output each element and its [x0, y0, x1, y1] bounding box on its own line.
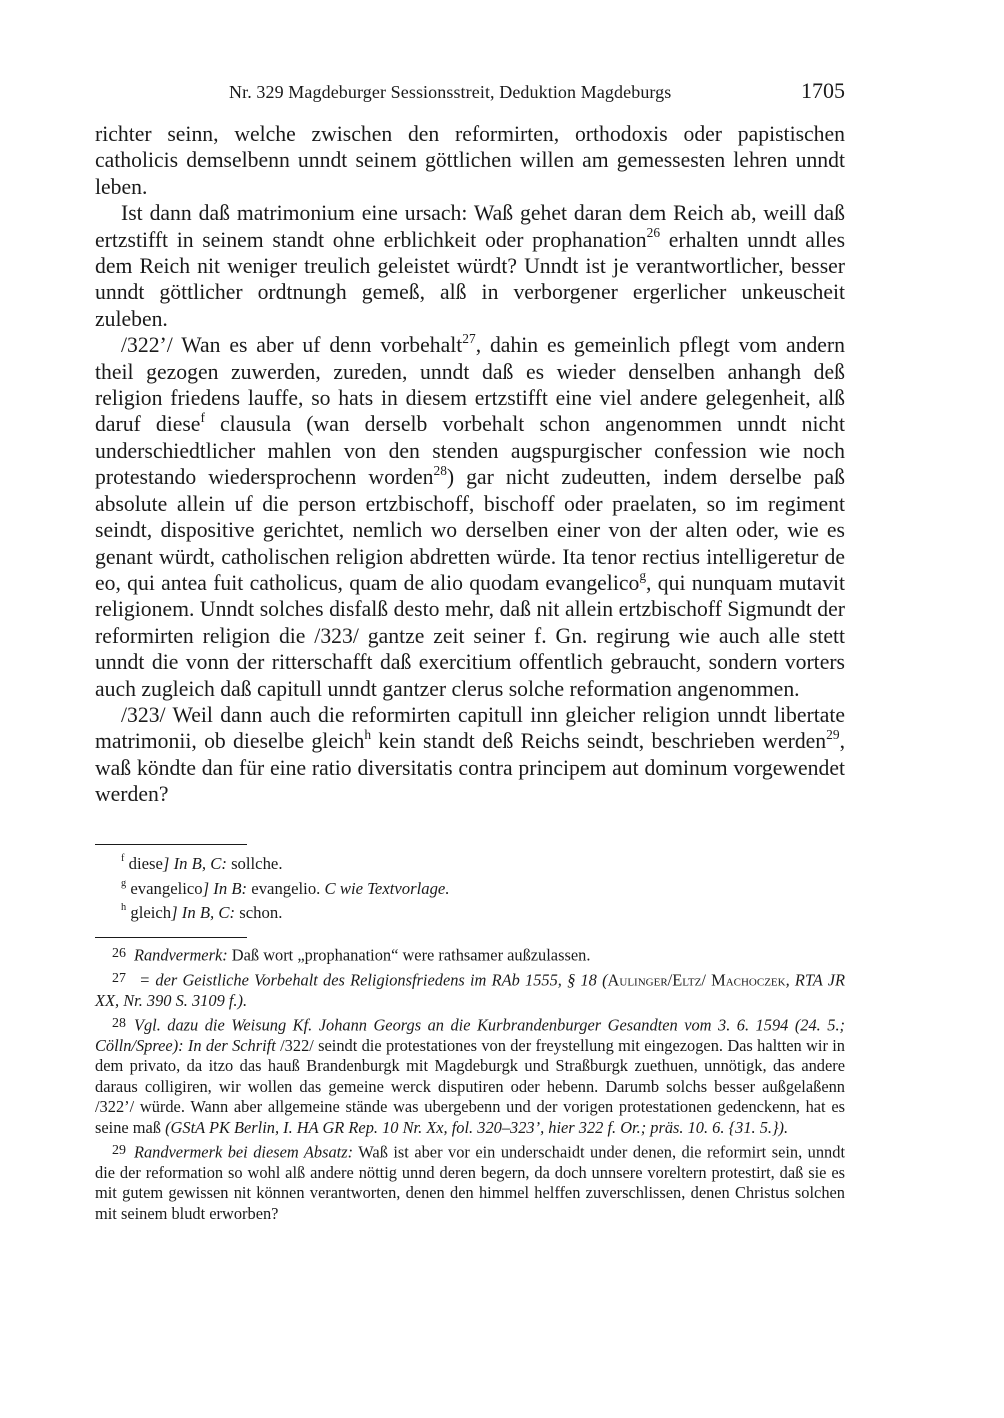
footnote-ref-28: 28	[433, 462, 447, 478]
footnote-26: 26 Randvermerk: Daß wort „prophanation“ were rathsamer außzulassen.	[112, 945, 591, 965]
paragraph-2: Ist dann daß matrimonium eine ursach: Waß gehet daran dem Reich ab, weill daß ertzstifft in seinem standt ohne erblichkeit oder prophanation$^{26}$ erhalten unndt alles dem Reich nit weniger treulich geleistet würdt? Unndt ist je verantwortlicher, besser unndt göttlicher ordtnungh gemeß, alß in verborgener ergerlicher unkeuscheit zuleben.	[95, 201, 846, 331]
footnote-28: 28 Vgl. dazu die Weisung Kf. Johann Georgs an die Kurbrandenburger Gesandten vom 3. 6. 1594 (24. 5.; Cölln/Spree): In der Schrift /322/ seindt die protestationes von der freystellung mit eingezogen. Das haltten wir in dem privato, da itzo das hauß Brandenburgk mit Magdeburgk und Straßburgk zuethuen, unnötigk, das andere daraus colligiren, wir wollen das gemeine werck disputiren oder hebenn. Darumb solchs besser außgelaßenn /322’/ würde. Wann aber allgemeine stände was ubergebenn und der vorigen protestationen gedenckenn, hat es seine maß (GStA PK Berlin, I. HA GR Rep. 10 Nr. Xx, fol. 320–323’, hier 322 f. Or.; präs. 10. 6. {31. 5.}).	[95, 1015, 845, 1137]
variant-h: $^h$ gleich] In B, C: schon.	[121, 902, 283, 922]
footnote-ref-29: 29	[826, 726, 840, 742]
paragraph-3: /322’/ Wan es aber uf denn vorbehalt$^{27}$, dahin es gemeinlich pflegt vom andern theil gezogen zuwerden, zureden, unndt daß es wieder denselben anhangh deß religion friedens lauffe, so hats in diesem ertzstifft eine viel andere gelegenheit, alß daruf diese$^f$ clausula (wan derselb vorbehalt schon angenommen unndt nicht underschiedtlicher mahlen von den stenden augspurgischer confession wie noch protestando wiedersprochenn worden$^{28}$) gar nicht zudeutten, indem derselbe paß absolute allein uf die person ertzbischoff, bischoff oder praelaten, so im regiment seindt, dispositive gerichtet, nemlich wo derselben einer von der alten oder, wie es genant würdt, catholischen religion abdretten würde. Ita tenor rectius intelligeretur de eo, qui antea fuit catholicus, quam de alio quodam evangelico$^g$, qui nunquam mutavit religionem. Unndt solches disfalß desto mehr, daß nit allein ertzbischoff Sigmundt der reformirten religion die /323/ gantze zeit seiner f. Gn. regirung wie auch alle stett unndt die vonn der ritterschafft daß exercitium offentlich gebraucht, sondern vorters auch zugleich daß capitull unndt gantzer clerus solche reformation angenommen.	[95, 330, 845, 701]
variant-f: $^f$ diese] In B, C: sollche.	[121, 853, 283, 873]
page-number: 1705	[801, 78, 845, 103]
paragraph-1: richter seinn, welche zwischen den reformirten, orthodoxis oder papistischen catholicis demselbenn unndt seinem göttlichen willen am gemessesten lehren unndt leben.	[95, 122, 845, 199]
variant-ref-f: f	[200, 409, 205, 425]
variant-apparatus	[121, 852, 845, 926]
variant-ref-g: g	[639, 568, 647, 584]
main-text	[95, 121, 845, 808]
footnote-ref-26: 26	[646, 225, 661, 241]
footnote-27: 27 = der Geistliche Vorbehalt des Religionsfriedens im RAb 1555, § 18 (Aulinger/Eltz/ Machoczek, RTA JR XX, Nr. 390 S. 3109 f.).	[95, 970, 846, 1010]
variants-separator	[95, 844, 247, 845]
footnote-29: 29 Randvermerk bei diesem Absatz: Waß ist aber vor ein underschaidt under denen, die reformirt sein, unndt die der reformation so wohl alß andere nöttig unnd deren begern, da doch unnsere voreltern protestirt, daß sie es mit gutem gewissen nit können verantworten, denen den himmel helffen zuverschlissen, denen Christus solchen mit seinem bludt erworben?	[95, 1142, 845, 1223]
footnotes-separator	[95, 937, 247, 938]
footnote-ref-27: 27	[462, 330, 476, 346]
footnotes	[95, 944, 845, 1227]
running-head: Nr. 329 Magdeburger Sessionsstreit, Deduktion Magdeburgs	[229, 82, 672, 102]
page-header	[95, 78, 845, 110]
paragraph-4: /323/ Weil dann auch die reformirten capitull inn gleicher religion unndt libertate matrimonii, ob dieselbe gleich$^h$ kein standt deß Reichs seindt, beschrieben werden$^{29}$, waß köndte dan für eine ratio diversitatis contra principem aut dominum vorgewendet werden?	[95, 702, 845, 807]
variant-g: $^g$ evangelico] In B: evangelio. C wie Textvorlage.	[121, 877, 450, 898]
variant-ref-h: h	[364, 726, 372, 742]
